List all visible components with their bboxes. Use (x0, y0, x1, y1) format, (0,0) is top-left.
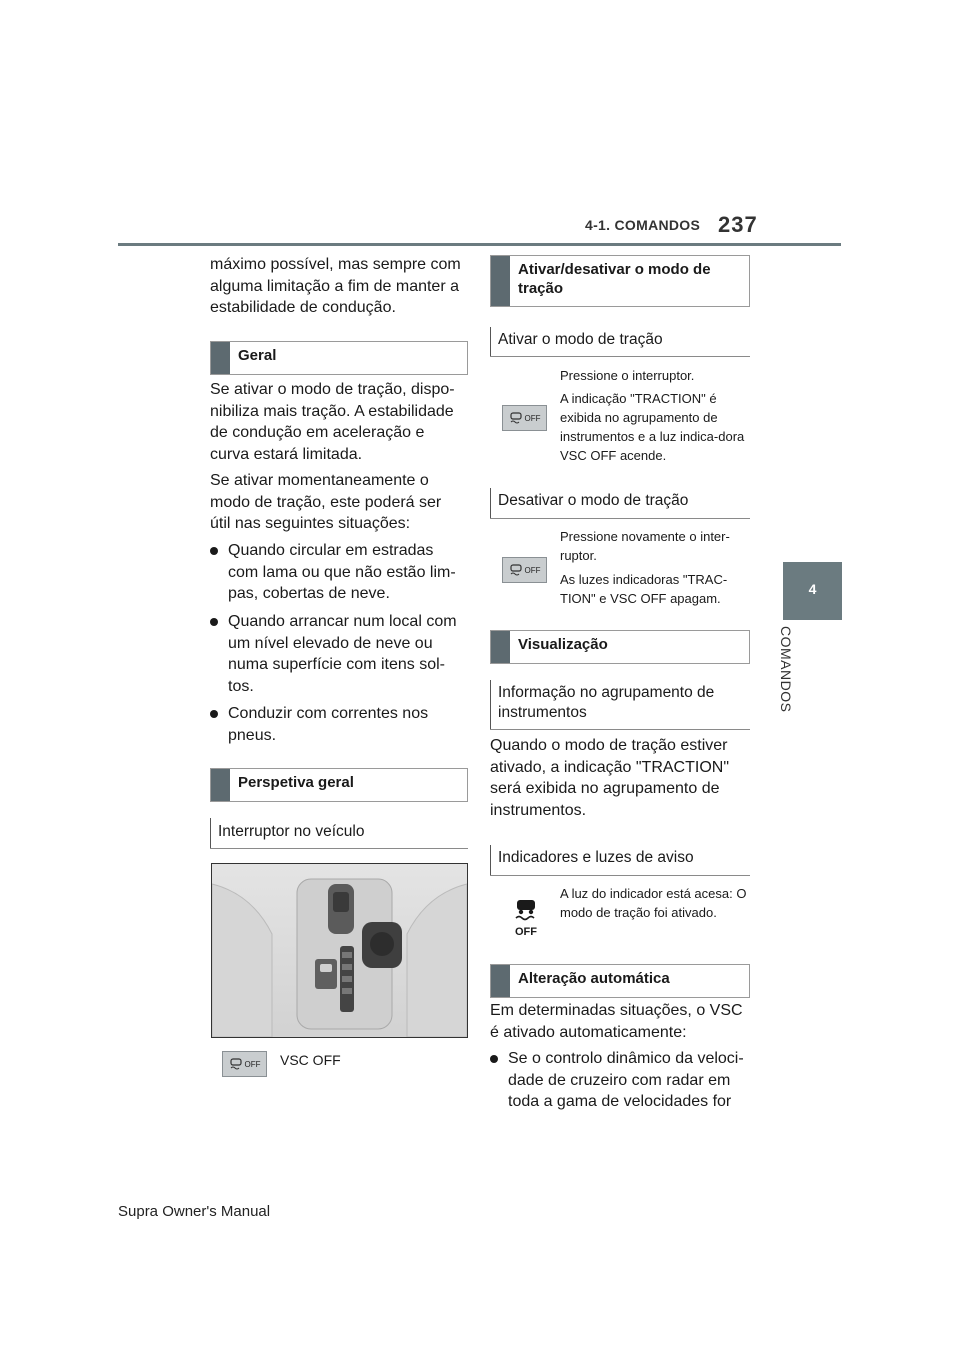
heading-alteracao (490, 964, 750, 998)
list-item-text: Quando circular em estradas com lama ou que não estão lim-pas, cobertas de neve. (228, 542, 456, 602)
section-title: 4-1. COMANDOS (585, 217, 701, 233)
bullet-dot (210, 710, 218, 718)
bullet-dot (210, 618, 218, 626)
list-item (490, 1048, 750, 1113)
car-skid-indicator-icon (512, 897, 540, 921)
list-item-text: Conduzir com correntes nos pneus. (228, 705, 429, 744)
heading-bar (491, 965, 510, 997)
bullet-dot (490, 1055, 498, 1063)
subheading-interruptor: Interruptor no veículo (210, 818, 364, 848)
subheading-rule (210, 848, 468, 849)
subheading-rule (490, 518, 750, 519)
heading-perspetiva-text: Perspetiva geral (238, 774, 354, 791)
heading-bar (211, 342, 230, 374)
header-rule (118, 243, 841, 246)
subheading-rule (490, 875, 750, 876)
info-paragraph: Quando o modo de tração estiver ativado, a indicação "TRACTION" será exibida no agrupamento de instrumentos. (490, 737, 730, 819)
heading-ativar-desativar-text: Ativar/desativar o modo de tração (518, 261, 711, 297)
paragraph-traction-mode: Se ativar o modo de tração, dispo-nibiliza mais tração. A estabilidade de condução em aceleração e curva estará limitada. (210, 381, 455, 463)
traction-switch-icon (502, 405, 547, 431)
footer-manual-title: Supra Owner's Manual (118, 1203, 271, 1220)
list-item (210, 540, 465, 605)
icon-off-text: OFF (524, 565, 541, 575)
desativar-step-1: Pressione novamente o inter-ruptor. (560, 529, 730, 563)
heading-bar (211, 769, 230, 801)
traction-switch-icon (222, 1051, 267, 1077)
heading-geral-text: Geral (238, 347, 277, 364)
chapter-tab-label: COMANDOS (778, 626, 794, 713)
list-item (210, 703, 465, 746)
subheading-desativar: Desativar o modo de tração (490, 488, 688, 518)
ativar-step-1: Pressione o interruptor. (560, 368, 695, 383)
car-skid-icon (509, 411, 523, 425)
heading-visualizacao (490, 630, 750, 664)
desativar-step-2: As luzes indicadoras "TRAC-TION" e VSC OFF apagam. (560, 572, 728, 606)
heading-geral (210, 341, 468, 375)
bullet-dot (210, 547, 218, 555)
traction-switch-icon (502, 557, 547, 583)
list-item-text: Se o controlo dinâmico da veloci-dade de cruzeiro com radar em toda a gama de velocidades for (508, 1050, 744, 1110)
ativar-step-2: A indicação "TRACTION" é exibida no agrupamento de instrumentos e a luz indica-dora VSC OFF acende. (560, 391, 745, 463)
list-item-text: Quando arrancar num local com um nível elevado de neve ou numa superfície com itens sol-tos. (228, 613, 457, 695)
subheading-rule (490, 729, 750, 730)
intro-paragraph: máximo possível, mas sempre com alguma limitação a fim de manter a estabilidade de condução. (210, 256, 461, 316)
car-skid-icon (229, 1057, 243, 1071)
paragraph-situations: Se ativar momentaneamente o modo de tração, este poderá ser útil nas seguintes situações: (210, 472, 442, 532)
list-item (210, 611, 465, 697)
heading-bar (491, 256, 510, 306)
icon-off-text: OFF (244, 1059, 261, 1069)
subheading-ativar: Ativar o modo de tração (490, 327, 663, 357)
vsc-off-label: VSC OFF (280, 1052, 341, 1068)
page-number: 237 (718, 212, 758, 237)
subheading-info: Informação no agrupamento de instrumentos (490, 680, 730, 730)
subheading-rule (490, 356, 750, 357)
heading-visualizacao-text: Visualização (518, 636, 608, 653)
center-console-drawing (212, 864, 467, 1037)
heading-ativar-desativar (490, 255, 750, 307)
heading-alteracao-text: Alteração automática (518, 970, 670, 987)
chapter-tab-label-wrap (778, 626, 818, 746)
icon-off-text: OFF (524, 413, 541, 423)
vsc-off-indicator-icon (512, 897, 540, 938)
subheading-indicadores: Indicadores e luzes de aviso (490, 845, 694, 875)
indicadores-paragraph: A luz do indicador está acesa: O modo de tração foi ativado. (560, 886, 747, 920)
indicator-off-text: OFF (515, 926, 537, 938)
center-console-illustration (211, 863, 468, 1038)
heading-bar (491, 631, 510, 663)
heading-perspetiva (210, 768, 468, 802)
chapter-tab-number: 4 (808, 581, 817, 597)
alteracao-paragraph: Em determinadas situações, o VSC é ativado automaticamente: (490, 1002, 743, 1041)
car-skid-icon (509, 563, 523, 577)
